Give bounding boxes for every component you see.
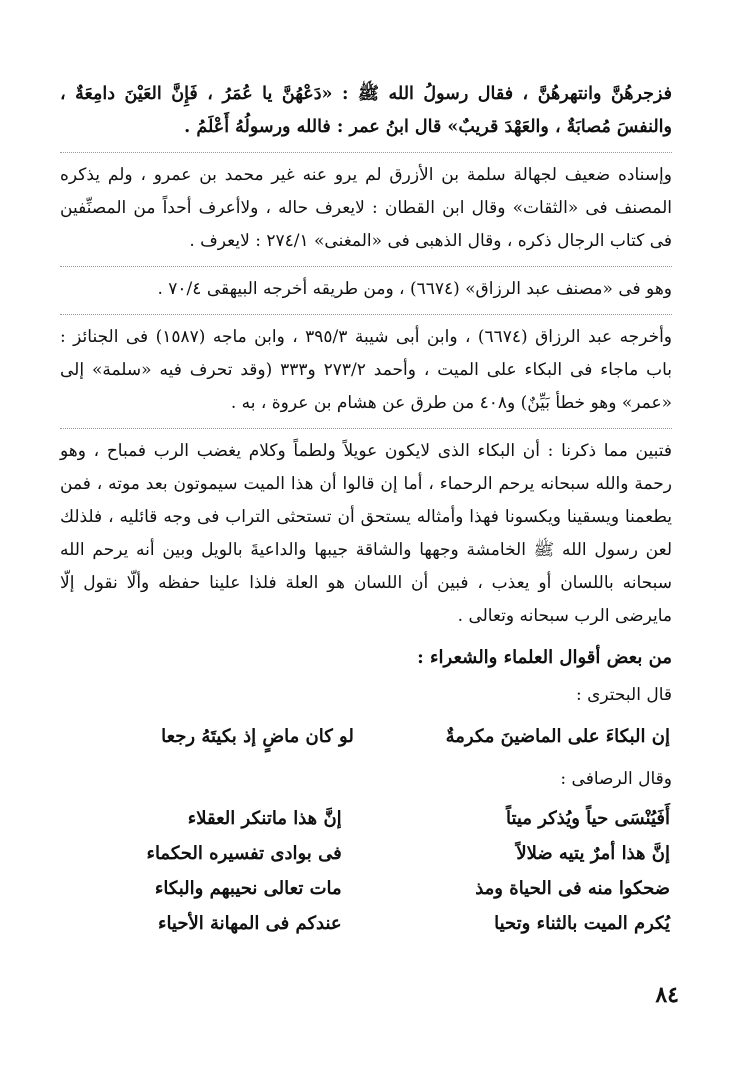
verse-first-hemistich: أَفَيُنْسَى حياً ويُذكر ميتاً bbox=[505, 808, 670, 829]
source-note: وهو فى «مصنف عبد الرزاق» (٦٦٧٤) ، ومن طريقه أخرجه البيهقى ٧٠/٤ . bbox=[157, 279, 672, 299]
conclusion-paragraph: فتبين مما ذكرنا : أن البكاء الذى لايكون عويلاً ولطماً وكلام يغضب الرب فمباح ، وهو رحمة والله سبحانه يرحم الرحماء ، أما إن قالوا أن هذا الميت سيموتون بعد موته ، فمن يطعمنا ويسقينا ويكسونا فهذا وأمثاله يستحق أن تستحثى التراب فى وجه قائليه ، فلذلك لعن رسول الله ﷺ الخامشة وجهها والشاقة جيبها والداعيةَ بالويل وبين أنه يرحم الله سبحانه باللسان أو يعذب ، فبين أن اللسان هو العلة فلذا علينا حفظه وألّا نقول إلّا مايرضى الرب سبحانه وتعالى . bbox=[60, 441, 672, 626]
verse-second-hemistich: لو كان ماضٍ إذ بكيتَهُ رجعا bbox=[161, 726, 354, 747]
verse-first-hemistich: ضحكوا منه فى الحياة ومذ bbox=[475, 878, 670, 899]
verse-line bbox=[62, 717, 670, 757]
poet-intro-buhturi: قال البحترى : bbox=[575, 685, 672, 705]
verse-first-hemistich: يُكرم الميت بالثناء وتحيا bbox=[494, 913, 670, 934]
verse-second-hemistich: مات تعالى نحيبهم والبكاء bbox=[154, 878, 342, 899]
verse-first-hemistich: إنَّ هذا أمرٌ يتيه ضلالاً bbox=[516, 843, 670, 864]
verse-second-hemistich: إنَّ هذا ماتنكر العقلاء bbox=[187, 808, 342, 829]
verse-line bbox=[62, 906, 670, 941]
divider bbox=[60, 152, 672, 153]
page-body bbox=[60, 78, 672, 941]
verse-second-hemistich: عندكم فى المهانة الأحياء bbox=[157, 913, 342, 934]
divider bbox=[60, 266, 672, 267]
section-heading: من بعض أقوال العلماء والشعراء : bbox=[417, 647, 672, 668]
isnad-commentary: وإسناده ضعيف لجهالة سلمة بن الأزرق لم يرو عنه غير محمد بن عمرو ، ولم يذكره المصنف فى «الثقات» وقال ابن القطان : لايعرف حاله ، ولاأعرف أحداً من المصنِّفين فى كتاب الرجال ذكره ، وقال الذهبى فى «المغنى» ٢٧٤/١ : لايعرف . bbox=[60, 165, 672, 251]
verse-line bbox=[62, 801, 670, 836]
takhrij-note: وأخرجه عبد الرزاق (٦٦٧٤) ، وابن أبى شيبة ٣٩٥/٣ ، وابن ماجه (١٥٨٧) فى الجنائز : باب ماجاء فى البكاء على الميت ، وأحمد ٢٧٣/٢ و٣٣٣ (وقد تحرف فيه «سلمة» إلى «عمر» وهو خطأ بَيِّنٌ) و٤٠٨ من طرق عن هشام بن عروة ، به . bbox=[60, 327, 673, 413]
verse-first-hemistich: إن البكاءَ على الماضينَ مكرمةٌ bbox=[445, 726, 670, 747]
verse-second-hemistich: فى بوادى تفسيره الحكماء bbox=[146, 843, 342, 864]
poem-verses bbox=[62, 801, 670, 941]
divider bbox=[60, 314, 672, 315]
hadith-text: فزجرهُنَّ وانتهرهُنَّ ، فقال رسولُ الله ﷺ : «دَعْهُنَّ يا عُمَرُ ، فَإِنَّ العَيْنَ دامِعَةٌ ، والنفسَ مُصابَةٌ ، والعَهْدَ قريبٌ» قال ابنُ عمر : فالله ورسولُهُ أَعْلَمُ . bbox=[60, 84, 672, 137]
divider bbox=[60, 428, 672, 429]
verse-line bbox=[62, 871, 670, 906]
page-number: ٨٤ bbox=[655, 982, 679, 1008]
verse-line bbox=[62, 836, 670, 871]
poet-intro-rusafi: وقال الرصافى : bbox=[560, 769, 672, 789]
